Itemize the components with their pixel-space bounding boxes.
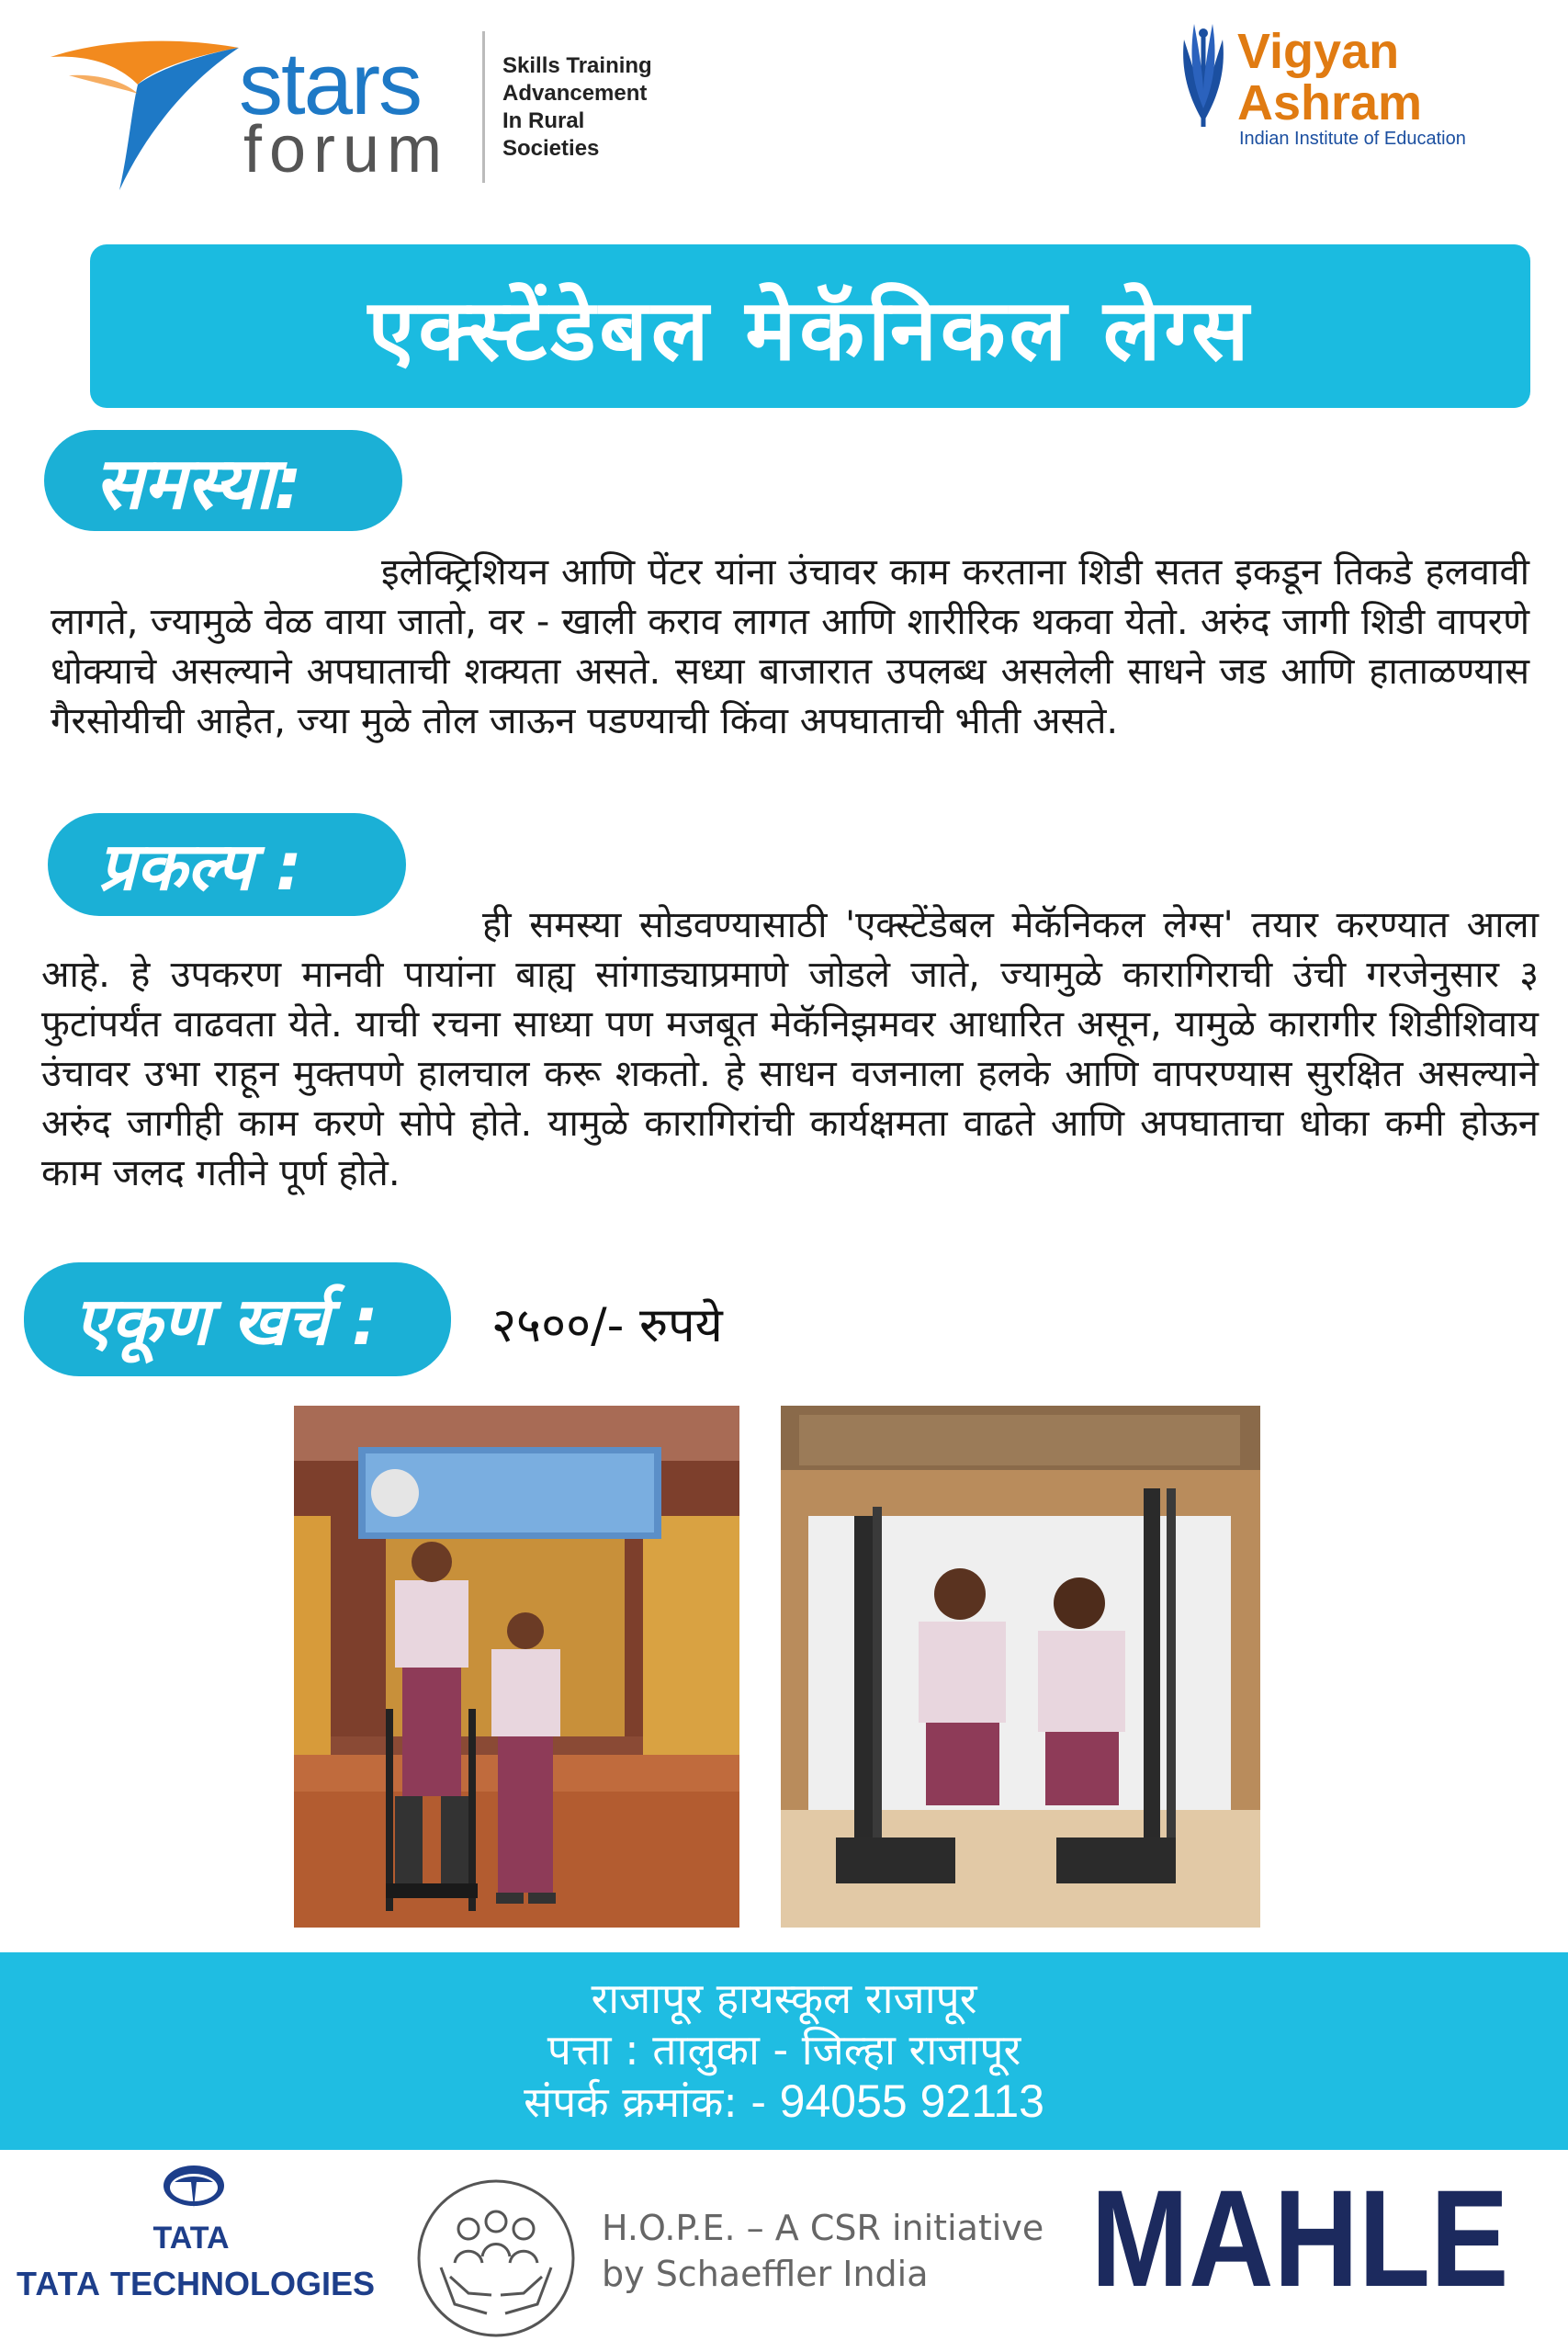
tata-word: TATA [152,2221,230,2256]
tata-emblem-icon [162,2164,226,2217]
vigyan-emblem-icon [1171,17,1235,131]
tagline-line: In Rural [502,108,585,133]
school-contact [0,2075,1568,2128]
stars-word: stars [239,35,422,133]
logo-divider [482,31,485,183]
page-title: एक्स्टेंडेबल मेकॅनिकल लेग्स [367,280,1253,379]
mahle-logo [1089,2161,1511,2315]
title-banner [90,244,1530,408]
school-name: राजापूर हायस्कूल राजापूर [591,1973,977,2023]
school-address: पत्ता : तालुका - जिल्हा राजापूर [547,2025,1021,2075]
vigyan-subtitle: Indian Institute of Education [1239,129,1466,149]
cost-heading: एकूण खर्च : [24,1262,451,1376]
contact-label: संपर्क क्रमांक: - [524,2077,767,2127]
hope-line-2: by Schaeffler India [602,2254,929,2294]
tagline-line: Societies [502,136,600,161]
stars-forum-logo [51,20,675,195]
vigyan-ashram-name [1237,26,1422,129]
project-heading: प्रकल्प : [48,813,406,916]
photo-students-with-device [781,1406,1260,1928]
hope-csr-text [602,2205,1043,2297]
problem-heading: समस्या: [44,430,402,531]
ashram-word: Ashram [1237,75,1423,130]
phone-number: 94055 92113 [779,2075,1044,2127]
stars-tagline [502,52,705,163]
cost-value: २५००/- रुपये [491,1298,723,1353]
hope-line-1: H.O.P.E. – A CSR initiative [602,2208,1044,2248]
tagline-line: Advancement [502,81,648,106]
forum-word: forum [243,113,450,187]
tata-bold-word: TATA [17,2265,101,2302]
tata-technologies-text [17,2265,375,2303]
problem-text: इलेक्ट्रिशियन आणि पेंटर यांना उंचावर काम करताना शिडी सतत इकडून तिकडे हलवावी लागते, ज्यामुळे वेळ वाया जातो, वर - खाली कराव लागत आणि शारीरिक थकवा येतो. अरुंद जागी शिडी वापरणे धोक्याचे असल्याने अपघाताची शक्यता असते. सध्या बाजारात उपलब्ध असलेली साधने जड आणि हाताळण्यास गैरसोयीची आहेत, ज्या मुळे तोल जाऊन पडण्याची किंवा अपघाताची भीती असते. [51,551,1529,742]
project-text: ही समस्या सोडवण्यासाठी 'एक्स्टेंडेबल मेकॅनिकल लेग्स' तयार करण्यात आला आहे. हे उपकरण मानवी पायांना बाह्य सांगाड्याप्रमाणे जोडले जाते, ज्यामुळे कारागिराची उंची गरजेनुसार ३ फुटांपर्यंत वाढवता येते. याची रचना साध्या पण मजबूत मेकॅनिझमवर आधारित असून, यामुळे कारागीर शिडीशिवाय उंचावर उभा राहून मुक्तपणे हालचाल करू शकतो. हे साधन वजनाला हलके आणि वापरण्यास सुरक्षित असल्याने अरुंद जागीही काम करणे सोपे होते. यामुळे कारागिरांची कार्यक्षमता वाढते आणि अपघाताचा धोका कमी होऊन काम जलद गतीने पूर्ण होते. [41,904,1539,1194]
tagline-line: Skills Training [502,53,652,78]
vigyan-word: Vigyan [1237,24,1400,79]
photo-student-wearing-legs [294,1406,739,1928]
technologies-word: TECHNOLOGIES [109,2265,376,2302]
mahle-word: MAHLE [1090,2161,1509,2315]
hope-hands-icon [413,2176,579,2341]
school-contact-band [0,1952,1568,2150]
stars-swoosh-icon [51,20,253,195]
tata-technologies-logo [17,2164,375,2320]
vigyan-ashram-logo [1171,17,1557,164]
